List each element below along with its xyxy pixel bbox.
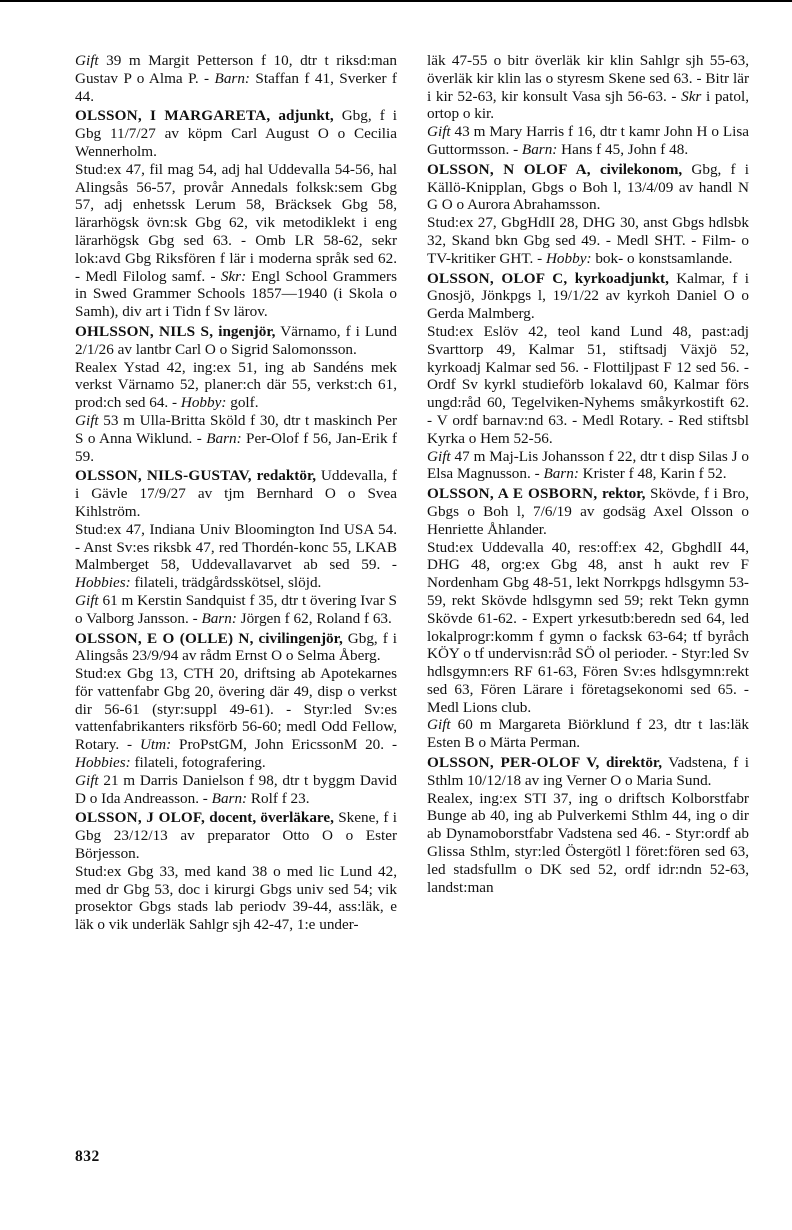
entry-occupation: ingenjör, (213, 322, 276, 340)
entry-paragraph (75, 772, 397, 808)
top-rule (0, 0, 792, 2)
entry-text: golf. (226, 394, 259, 412)
entry-label: Barn: (206, 429, 242, 447)
page-number: 832 (75, 1148, 100, 1165)
entry-label: Barn: (214, 69, 250, 87)
entry-surname-heading: OLSSON, N OLOF A, (427, 160, 591, 178)
entry-label: Gift (75, 411, 99, 429)
biography-entry (427, 161, 749, 268)
entry-text: Stud:ex Gbg 33, med kand 38 o med lic Lund 42, med dr Gbg 53, doc i kirurgi Gbgs univ sed 54; vik prosektor Gbgs stads lab periodv 39-44, ass:läk, e läk o vik underläk Sahlgr sjh 42-47, 1:e under- (75, 862, 397, 934)
entry-paragraph (427, 485, 749, 538)
entry-label: Barn: (211, 789, 248, 807)
entry-occupation: docent, överläkare, (205, 809, 334, 827)
entry-surname-heading: OLSSON, NILS-GUSTAV, (75, 467, 252, 485)
biography-entry (75, 630, 397, 808)
biography-entry (75, 467, 397, 627)
entry-paragraph (75, 323, 397, 359)
entry-label: Skr: (220, 267, 247, 285)
entry-label: Hobby: (545, 249, 592, 267)
entry-text: 21 m Darris Danielson f 98, dtr t byggm David D o Ida Andreasson. - (75, 771, 397, 807)
entry-text: Vadstena, f i Sthlm 10/12/18 av ing Verner O o Maria Sund. (427, 754, 749, 789)
entry-text: ProPstGM, John EricssonM 20. - (171, 736, 397, 754)
entry-text: bok- o konstsamlande. (591, 249, 733, 267)
entry-text: filateli, trädgårdsskötsel, slöjd. (130, 574, 322, 592)
entry-label: Gift (75, 52, 99, 69)
entry-occupation: civilekonom, (590, 160, 683, 178)
entry-occupation: direktör, (599, 754, 663, 772)
entry-occupation: kyrkoadjunkt, (567, 269, 669, 287)
entry-text: Stud:ex Gbg 13, CTH 20, driftsing ab Apotekarnes för vattenfabr Gbg 20, övering där 49, disp o verkst dir 56-61 (styr:suppl 49-61). - Styr:led Sv:es vattenfabrikanters riksförb 56-60; medl Odd Fellow, Rotary. - (75, 665, 397, 754)
right-column (427, 52, 749, 1162)
left-column (75, 52, 397, 1162)
entry-label: Barn: (201, 609, 237, 627)
entry-paragraph (75, 412, 397, 465)
entry-label: Hobbies: (75, 754, 131, 772)
entry-surname-heading: OLSSON, PER-OLOF V, (427, 754, 600, 772)
entry-text: Stud:ex 27, GbgHdlI 28, DHG 30, anst Gbgs hdlsbk 32, Skand bkn Gbg sed 49. - Medl SHT. - Film- o TV-kritiker GHT. - (427, 214, 749, 267)
entry-text: Gbg, f i Källö-Knipplan, Gbgs o Boh l, 13/4/09 av handl N G O o Aurora Abrahamsson. (427, 160, 749, 214)
entry-label: Hobby: (180, 394, 227, 412)
entry-paragraph (75, 630, 397, 666)
entry-text: 53 m Ulla-Britta Sköld f 30, dtr t maskinch Per S o Anna Wiklund. - (75, 411, 397, 447)
biography-entry (427, 52, 749, 159)
entry-text: Värnamo, f i Lund 2/1/26 av lantbr Carl O o Sigrid Salomonsson. (75, 322, 397, 358)
entry-text: Uddevalla, f i Gävle 17/9/27 av tjm Bernhard O o Svea Kihlström. (75, 467, 397, 520)
entry-text: Jörgen f 62, Roland f 63. (236, 609, 392, 627)
document-page (75, 52, 751, 1162)
entry-surname-heading: OLSSON, E O (OLLE) N, (75, 629, 254, 647)
entry-paragraph (75, 863, 397, 934)
entry-paragraph (75, 521, 397, 592)
entry-label: Skr (681, 87, 702, 105)
entry-text: 43 m Mary Harris f 16, dtr t kamr John H o Lisa Guttormsson. - (427, 123, 749, 158)
entry-text: Kalmar, f i Gnosjö, Jönkpgs l, 19/1/22 av kyrkoh Daniel O o Gerda Malmberg. (427, 269, 749, 323)
entry-text: filateli, fotografering. (130, 754, 266, 772)
biography-entry (75, 323, 397, 465)
entry-text: Realex Ystad 42, ing:ex 51, ing ab Sandéns mek verkst Värnamo 52, planer:ch där 55, verkst:ch 61, prod:ch sed 64. - (75, 358, 397, 412)
entry-paragraph (427, 716, 749, 752)
entry-label: Gift (75, 771, 99, 789)
entry-text: Rolf f 23. (247, 789, 310, 807)
entry-text: Stud:ex 47, fil mag 54, adj hal Uddevalla 54-56, hal Alingsås 56-57, provår Annedals folksk:sem Gbg 57, adj enhetssk Lerum 58, Bräcksek Gbg 58, lärarhögsk övn:sk Gbg 62, vik metodiklekt i eng lärarhögsk Gbg sed 63. - Omb LR 58-62, sekr lok:avd Gbg Riksfören f lär i moderna språk sed 62. - Medl Filolog samf. - (75, 160, 397, 285)
entry-surname-heading: OHLSSON, NILS S, (75, 322, 214, 340)
entry-label: Barn: (543, 465, 579, 483)
entry-text: Skene, f i Gbg 23/12/13 av preparator Otto O o Ester Börjesson. (75, 809, 397, 863)
entry-paragraph (427, 790, 749, 897)
entry-text: Krister f 48, Karin f 52. (578, 465, 727, 483)
entry-surname-heading: OLSSON, J OLOF, (75, 809, 206, 827)
entry-text: Realex, ing:ex STI 37, ing o driftsch Kolborstfabr Bunge ab 40, ing ab Pulverkemi Sthlm 44, ing o dir ab Dynamoborstfabr Vadstena sed 46. - Styr:ordf ab Glissa Sthlm, styr:led Östergötl l föret:fören sed 63, led stadsfullm o DK sed 52, ordf idr:ndn 52-63, landst:man (427, 789, 749, 896)
entry-text: Stud:ex Eslöv 42, teol kand Lund 48, past:adj Svarttorp 49, Kalmar 51, stiftsadj Växjö 52, kyrkoadj Kalmar sed 56. - Flottiljpast F 12 sed 56. - Ordf Sv kyrkl studieförb lokalavd 60, Kalmar förs ungd:råd 60, Tegelviken-Nyhems småkyrkostift 62. - V ordf barnav:nd 63. - Medl Rotary. - Red stiftsbl Kyrka o Hem 52-56. (427, 322, 749, 447)
entry-surname-heading: OLSSON, I MARGARETA, (75, 107, 271, 125)
entry-text: Gbg, f i Gbg 11/7/27 av köpm Carl August O o Cecilia Wennerholm. (75, 107, 397, 160)
entry-occupation: redaktör, (251, 467, 317, 485)
entry-text: 47 m Maj-Lis Johansson f 22, dtr t disp Silas J o Elsa Magnusson. - (427, 447, 749, 483)
entry-text: Per-Olof f 56, Jan-Erik f 59. (75, 429, 397, 465)
entry-paragraph (427, 161, 749, 214)
entry-text: Engl School Grammers in Swed Grammer Schools 1857—1940 (i Skola o Samh), div art i Tidn f Sv lärov. (75, 267, 397, 321)
entry-paragraph (427, 448, 749, 484)
entry-paragraph (427, 214, 749, 267)
entry-paragraph (427, 52, 749, 123)
entry-label: Gift (427, 447, 451, 465)
entry-paragraph (427, 323, 749, 448)
entry-occupation: adjunkt, (270, 107, 334, 125)
entry-text: 61 m Kerstin Sandquist f 35, dtr t övering Ivar S o Valborg Jansson. - (75, 591, 397, 627)
entry-text: Skövde, f i Bro, Gbgs o Boh l, 7/6/19 av godsäg Axel Olsson o Henriette Åhlander. (427, 485, 749, 538)
biography-entry (427, 485, 749, 752)
entry-paragraph (427, 754, 749, 790)
entry-text: läk 47-55 o bitr överläk kir klin Sahlgr sjh 55-63, överläk kir klin las o styresm Skene sed 63. - Bitr lär i kir 52-63, kir konsult Vasa sjh 56-63. - (427, 52, 749, 105)
entry-text: 39 m Margit Petterson f 10, dtr t riksd:man Gustav P o Alma P. - (75, 52, 397, 87)
entry-label: Gift (427, 716, 451, 734)
entry-surname-heading: OLSSON, OLOF C, (427, 269, 568, 287)
entry-text: i patol, ortop o kir. (427, 87, 749, 123)
entry-paragraph (75, 809, 397, 862)
entry-surname-heading: OLSSON, A E OSBORN, (427, 485, 598, 503)
entry-text: Gbg, f i Alingsås 23/9/94 av rådm Ernst O o Selma Åberg. (75, 629, 397, 665)
entry-text: Stud:ex Uddevalla 40, res:off:ex 42, GbghdlI 44, DHG 48, org:ex Gbg 48, anst h aukt rev F Nordenham Gbg 48-51, lekt Norrkpgs hdlsgymn 53-59, rekt Skövde hdlsgymn sed 59; rekt Tekn gymn Skövde 61-62. - Expert yrkesutb:beredn sed 64, led lokalprogr:komm f gymn o facksk 63-64; tf byråch KÖY o tf undervisn:råd SÖ ol perioder. - Styr:led Sv hdlsgymn:ers RF 61-63, Fören Sv:es hdlsgymn:rekt sed 63, Fören Lärare i företagsekonomi sed 65. - Medl Lions club. (427, 538, 749, 716)
entry-label: Gift (427, 123, 451, 141)
entry-paragraph (75, 467, 397, 520)
biography-entry (75, 107, 397, 321)
biography-entry (427, 754, 749, 896)
entry-label: Hobbies: (75, 574, 131, 592)
entry-occupation: civilingenjör, (253, 629, 343, 647)
entry-label: Utm: (139, 736, 172, 754)
entry-paragraph (75, 52, 397, 105)
entry-occupation: rektor, (597, 485, 646, 503)
entry-label: Barn: (521, 140, 558, 158)
entry-label: Gift (75, 591, 99, 609)
biography-entry (427, 270, 749, 484)
entry-paragraph (427, 123, 749, 159)
biography-entry (75, 52, 397, 105)
entry-paragraph (75, 161, 397, 321)
entry-text: Hans f 45, John f 48. (557, 140, 689, 158)
entry-paragraph (427, 270, 749, 323)
entry-paragraph (427, 539, 749, 717)
entry-paragraph (75, 665, 397, 772)
entry-text: Stud:ex 47, Indiana Univ Bloomington Ind USA 54. - Anst Sv:es riksbk 47, red Thordén-konc 55, LKAB Malmberget 58, Uddevallavarvet ab sed 59. - (75, 520, 397, 574)
entry-paragraph (75, 107, 397, 160)
entry-paragraph (75, 592, 397, 628)
entry-text: Staffan f 41, Sverker f 44. (75, 69, 397, 105)
entry-paragraph (75, 359, 397, 412)
entry-text: 60 m Margareta Biörklund f 23, dtr t las:läk Esten B o Märta Perman. (427, 716, 749, 752)
biography-entry (75, 809, 397, 934)
